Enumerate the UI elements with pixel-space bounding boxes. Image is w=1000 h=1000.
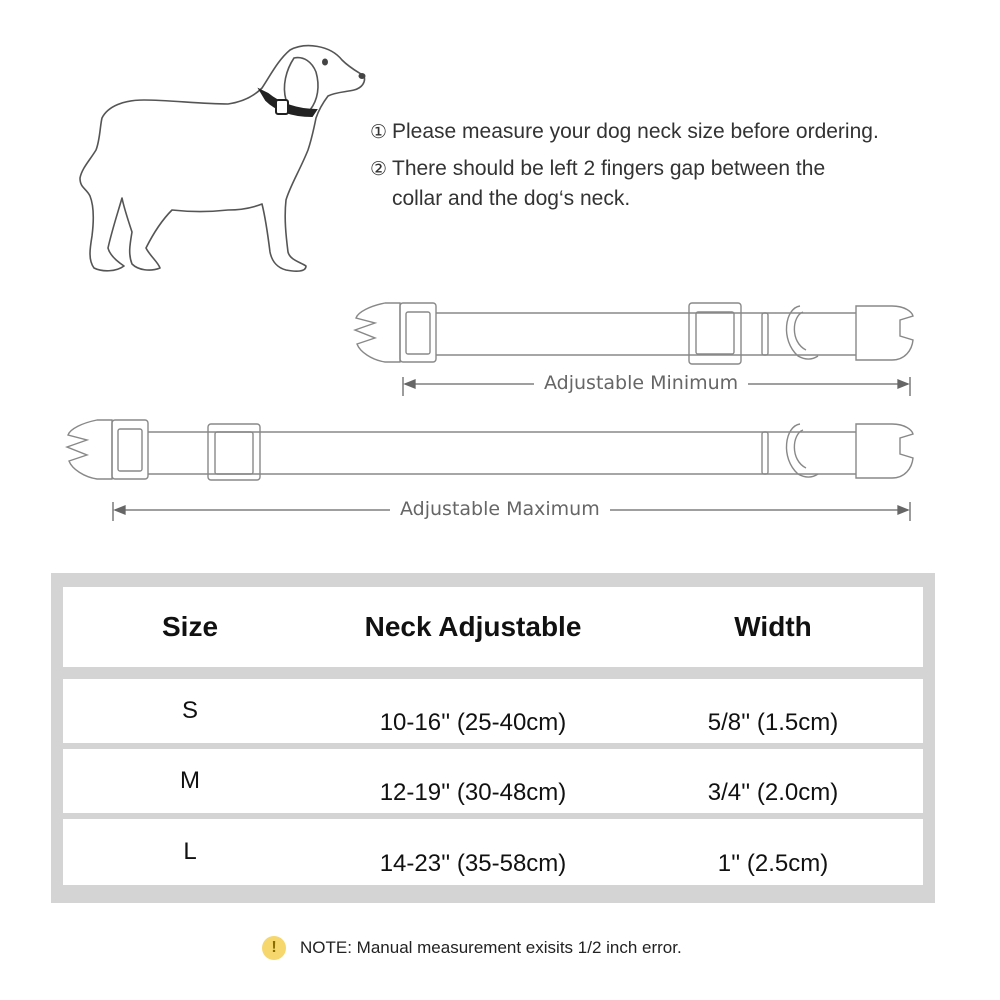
exclamation-icon: ! bbox=[262, 936, 286, 960]
size-cell: S bbox=[181, 697, 198, 724]
note-text: NOTE: Manual measurement exisits 1/2 inch error. bbox=[300, 938, 682, 957]
adjustable-minimum-label: Adjustable Minimum bbox=[534, 372, 748, 394]
table-row bbox=[63, 749, 923, 813]
instruction-2-text-line2: collar and the dog‘s neck. bbox=[392, 187, 631, 210]
measurement-note bbox=[262, 933, 682, 963]
header-width: Width bbox=[734, 611, 812, 642]
instruction-1-text: Please measure your dog neck size before ordering. bbox=[392, 120, 879, 143]
size-cell: M bbox=[180, 767, 200, 794]
dog-illustration bbox=[70, 38, 370, 278]
instruction-1 bbox=[370, 117, 879, 147]
instruction-2 bbox=[370, 154, 825, 213]
table-row bbox=[63, 679, 923, 743]
neck-cell: 12-19'' (30-48cm) bbox=[379, 779, 567, 806]
width-cell: 3/4'' (2.0cm) bbox=[707, 779, 839, 806]
adjustable-maximum-label: Adjustable Maximum bbox=[390, 498, 610, 520]
collar-minimum-illustration bbox=[352, 300, 922, 370]
instruction-1-number: ① bbox=[370, 121, 388, 143]
width-cell: 1'' (2.5cm) bbox=[717, 850, 829, 877]
neck-cell: 14-23'' (35-58cm) bbox=[379, 850, 567, 877]
collar-maximum-illustration bbox=[65, 418, 925, 488]
header-size: Size bbox=[161, 611, 219, 642]
size-table bbox=[51, 573, 935, 903]
instruction-2-text-line1: There should be left 2 fingers gap between the bbox=[392, 157, 826, 180]
table-row bbox=[63, 819, 923, 885]
instruction-2-number: ② bbox=[370, 158, 388, 180]
neck-cell: 10-16'' (25-40cm) bbox=[379, 709, 567, 736]
size-cell: L bbox=[183, 838, 197, 865]
header-neck-adjustable: Neck Adjustable bbox=[364, 611, 582, 642]
width-cell: 5/8'' (1.5cm) bbox=[707, 709, 839, 736]
table-header-row bbox=[63, 587, 923, 667]
